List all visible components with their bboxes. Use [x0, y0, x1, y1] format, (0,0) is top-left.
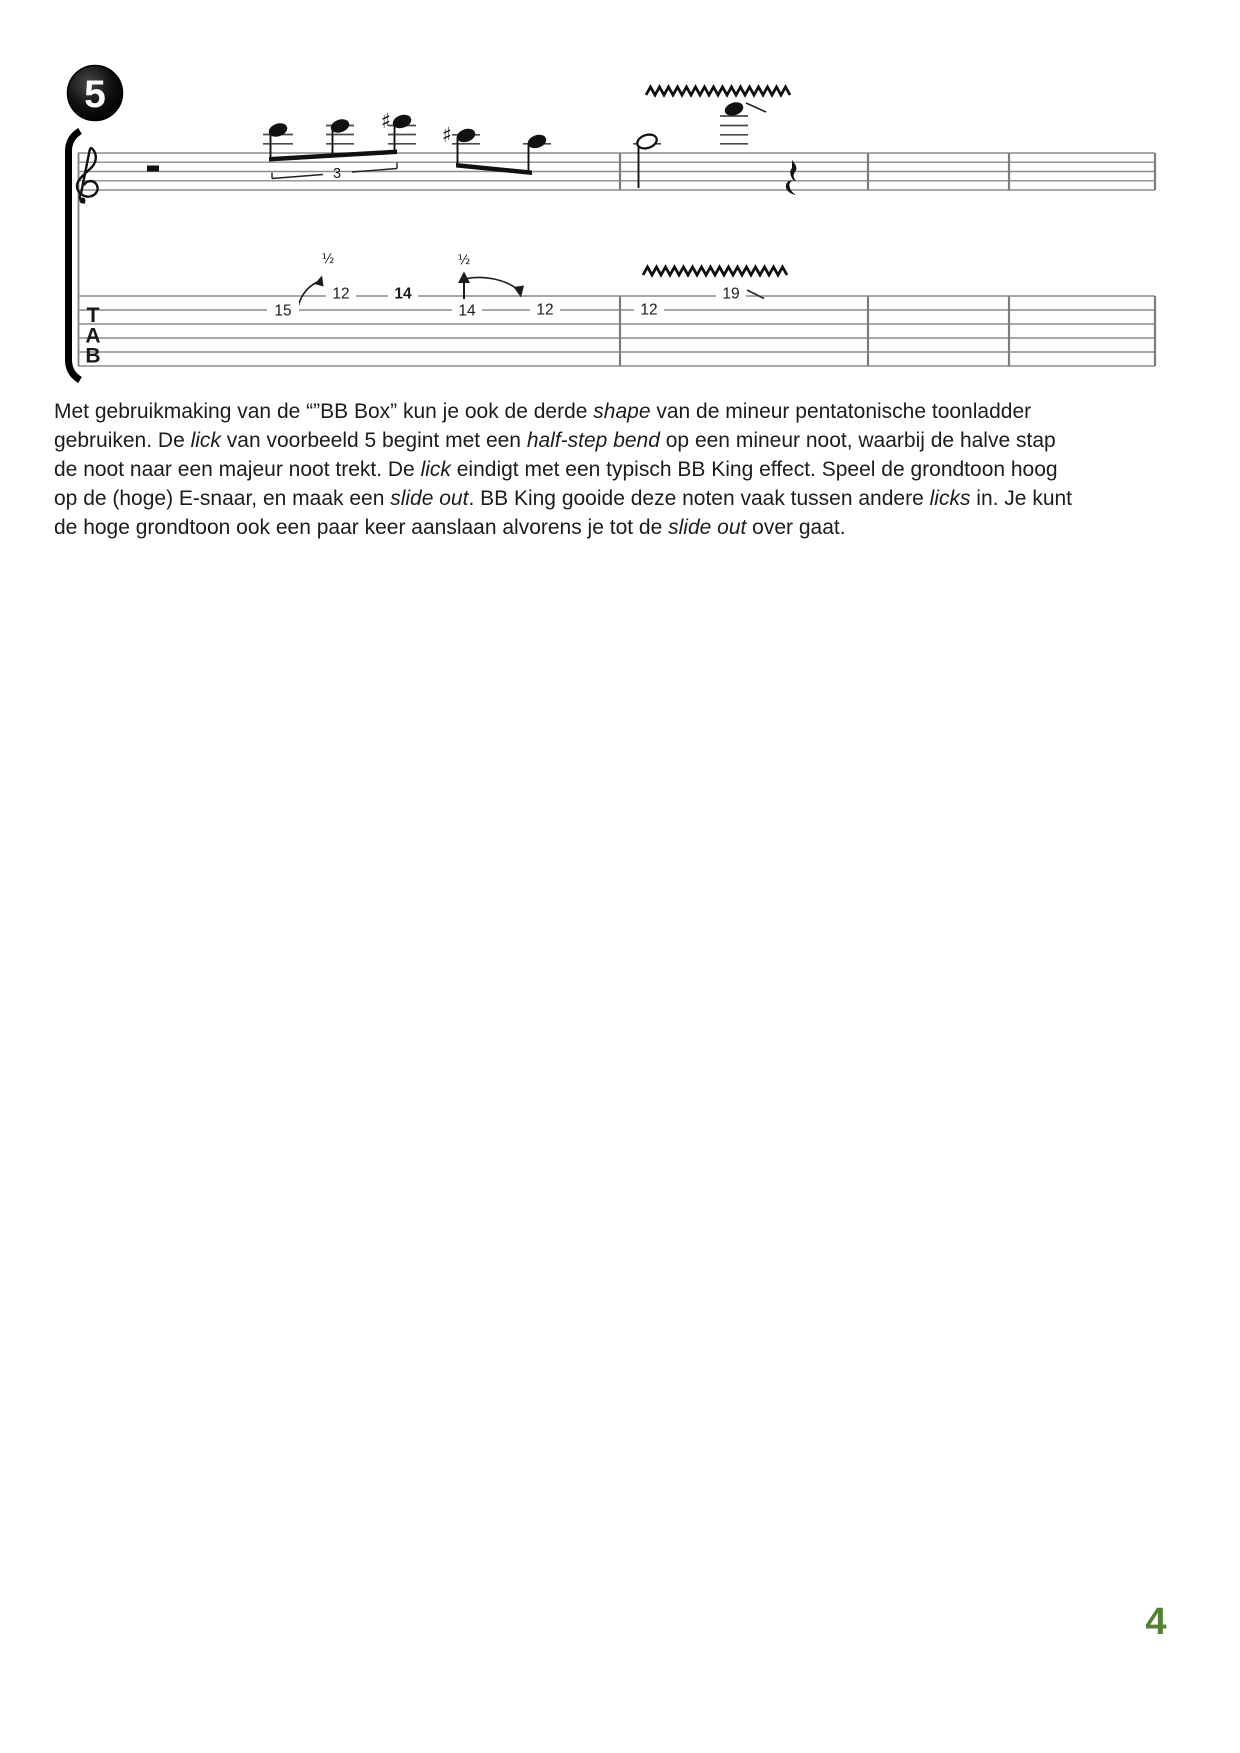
svg-text:T: T: [86, 304, 100, 327]
bend-half-step-1: [297, 252, 334, 312]
paragraph-line: gebruiken. De lick van voorbeeld 5 begint met een half-step bend op een mineur noot, waarbij de halve stap: [54, 429, 1056, 452]
sharp-icon: ♯: [441, 123, 453, 147]
treble-clef-icon: [77, 148, 98, 203]
tab-clef: [85, 304, 100, 368]
slide-out-line: [747, 290, 764, 299]
paragraph-line: de hoge grondtoon ook een paar keer aanslaan alvorens je tot de slide out over gaat.: [54, 516, 846, 539]
half-rest-icon: [147, 166, 159, 172]
slide-out-line: [746, 103, 766, 112]
bend-half-step-2-with-release: [458, 253, 524, 299]
fret-number: 19: [722, 285, 740, 303]
sharp-icon: ♯: [380, 109, 392, 133]
music-example: [0, 0, 1240, 400]
example-number-badge: [68, 66, 123, 121]
tab-barlines: [620, 296, 1155, 366]
fret-number: 12: [640, 301, 658, 319]
paragraph-line: de noot naar een majeur noot trekt. De lick eindigt met een typisch BB King effect. Speel de grondtoon hoog: [54, 458, 1058, 481]
body-paragraph: [54, 397, 1204, 542]
beamed-pair-notes: [442, 123, 551, 175]
example-number-label: 5: [84, 73, 106, 116]
vibrato-squiggle-icon: [643, 267, 787, 275]
high-note-vibrato: [646, 87, 790, 144]
fret-number: 12: [332, 285, 350, 303]
triplet-bracket: [272, 163, 397, 183]
fret-number: 14: [458, 302, 476, 320]
svg-text:B: B: [85, 344, 101, 368]
svg-text:A: A: [85, 324, 101, 348]
paragraph-line: op de (hoge) E-snaar, en maak een slide out. BB King gooide deze noten vaak tussen andere licks in. Je kunt: [54, 487, 1073, 510]
paragraph-line: Met gebruikmaking van de “”BB Box” kun je ook de derde shape van de mineur pentatonische toonladder: [54, 400, 1032, 423]
page-number: 4: [1145, 1601, 1167, 1643]
fret-number: 12: [536, 301, 554, 319]
tab-fret-numbers: [267, 285, 746, 320]
triplet-number: 3: [332, 166, 342, 182]
fret-number: 15: [274, 302, 292, 320]
vibrato-squiggle-icon: [646, 87, 790, 95]
bend-amount-label: ½: [321, 252, 335, 267]
beam: [456, 163, 532, 175]
half-note: [633, 132, 661, 188]
tab-staff-lines: [78, 296, 1155, 366]
fret-number: 14: [394, 285, 412, 303]
notation-staff-lines: [78, 153, 1155, 190]
bend-amount-label: ½: [457, 253, 471, 268]
